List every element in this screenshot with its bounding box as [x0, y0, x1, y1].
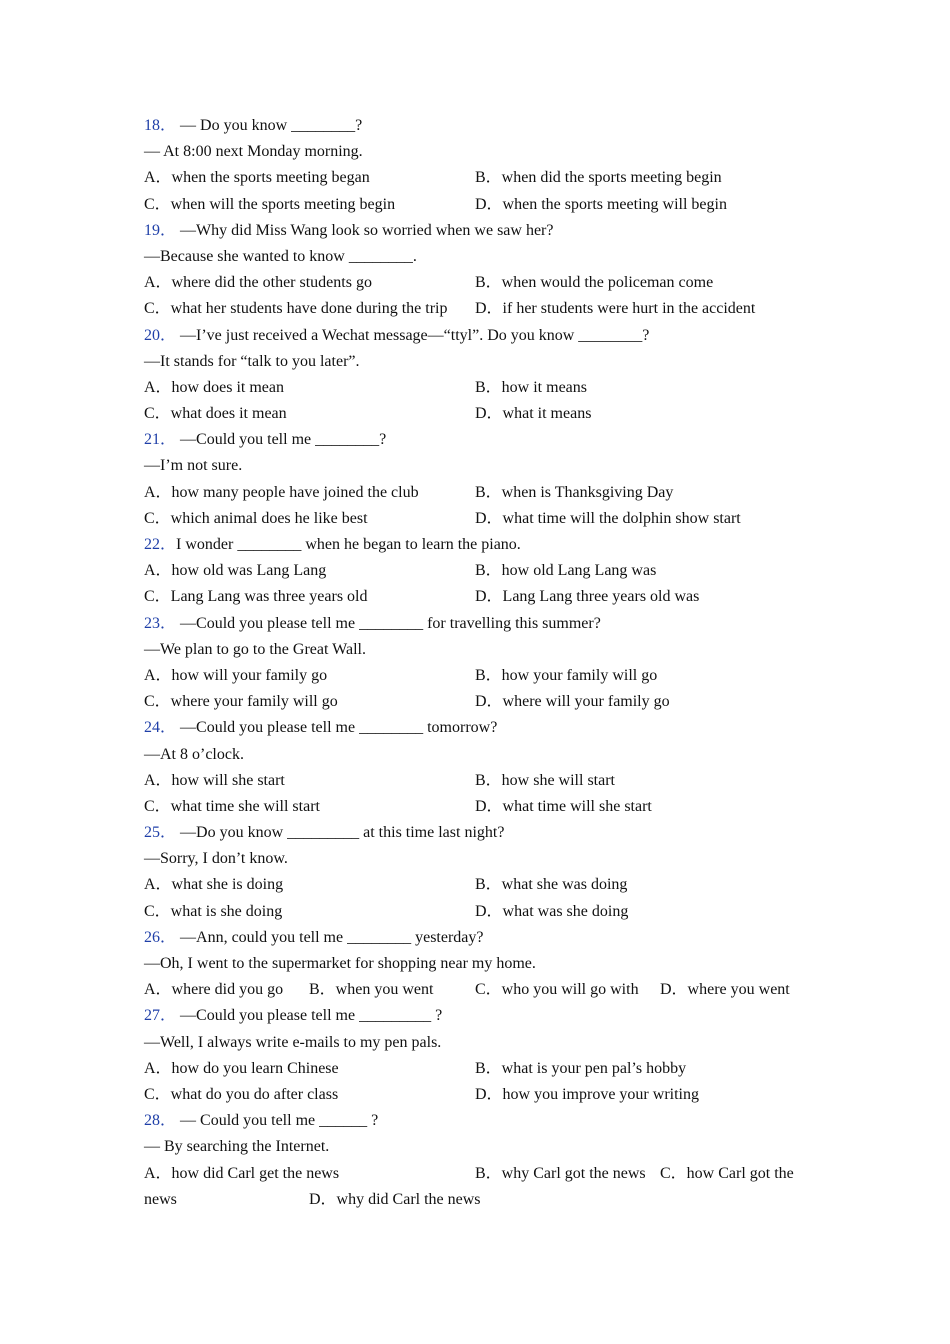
option-a[interactable]: A．how many people have joined the club — [144, 483, 419, 501]
option-b[interactable]: B．what is your pen pal’s hobby — [475, 1059, 687, 1077]
question-19-options-row-1 — [144, 270, 824, 296]
question-number: 27． — [144, 1007, 177, 1025]
option-a[interactable]: A．where did the other students go — [144, 274, 372, 292]
question-number: 25． — [144, 824, 177, 842]
question-28-response: — By searching the Internet. — [144, 1138, 330, 1156]
question-number: 24． — [144, 719, 177, 737]
question-26-response: —Oh, I went to the supermarket for shopping near my home. — [144, 955, 536, 972]
option-c[interactable]: C．what her students have done during the trip — [144, 300, 448, 318]
option-a[interactable]: A．where did you go — [144, 981, 284, 999]
option-d[interactable]: D．what it means — [475, 405, 592, 423]
option-b[interactable]: B．why Carl got the news — [475, 1164, 646, 1182]
question-27-options-row-2 — [144, 1082, 824, 1108]
option-a[interactable]: A．how did Carl get the news — [144, 1164, 340, 1182]
option-b[interactable]: B．what she was doing — [475, 876, 628, 894]
question-24-options-row-1 — [144, 768, 824, 794]
option-d[interactable]: D．what time will she start — [475, 797, 652, 815]
question-sheet — [144, 113, 824, 1213]
question-stem: —Could you please tell me ________ tomorrow? — [176, 719, 498, 737]
question-number: 21． — [144, 431, 177, 449]
question-28-options-row-2 — [144, 1187, 824, 1213]
question-20-options-row-2 — [144, 401, 824, 427]
question-number: 18． — [144, 117, 177, 134]
option-d[interactable]: D．where you went — [660, 981, 790, 999]
question-28-stem — [144, 1108, 824, 1134]
option-a[interactable]: A．how will she start — [144, 771, 285, 789]
question-number: 28． — [144, 1112, 177, 1130]
question-23-options-row-2 — [144, 689, 824, 715]
question-23-response: —We plan to go to the Great Wall. — [144, 640, 366, 658]
question-24-stem — [144, 715, 824, 741]
question-27-options-row-1 — [144, 1056, 824, 1082]
question-stem: —Why did Miss Wang look so worried when we saw her? — [176, 221, 554, 239]
question-22-options-row-2 — [144, 584, 824, 610]
option-d[interactable]: D．why did Carl the news — [309, 1190, 481, 1208]
option-b[interactable]: B．how it means — [475, 378, 587, 396]
option-d[interactable]: D．how you improve your writing — [475, 1085, 699, 1103]
question-19-options-row-2 — [144, 296, 824, 322]
question-stem: —Could you please tell me _________ ? — [176, 1007, 443, 1025]
question-23-options-row-1 — [144, 663, 824, 689]
option-d[interactable]: D．Lang Lang three years old was — [475, 588, 700, 606]
option-c[interactable]: C．Lang Lang was three years old — [144, 588, 368, 606]
question-25-options-row-1 — [144, 872, 824, 898]
option-a[interactable]: A．how will your family go — [144, 666, 328, 684]
question-stem: —Ann, could you tell me ________ yesterday? — [176, 928, 484, 946]
option-c[interactable]: C．what is she doing — [144, 902, 283, 920]
option-a[interactable]: A．what she is doing — [144, 876, 284, 894]
question-20-stem — [144, 323, 824, 349]
question-25-stem — [144, 820, 824, 846]
question-24-response: —At 8 o’clock. — [144, 745, 244, 763]
question-27-stem — [144, 1003, 824, 1029]
option-b[interactable]: B．when is Thanksgiving Day — [475, 483, 674, 501]
option-c[interactable]: C．how Carl got the — [660, 1164, 794, 1182]
question-18-options-row-1 — [144, 165, 824, 191]
question-26-options-row — [144, 977, 824, 1003]
option-c[interactable]: C．when will the sports meeting begin — [144, 195, 396, 213]
option-c[interactable]: C．what time she will start — [144, 797, 320, 815]
question-28-options-row-1 — [144, 1161, 824, 1187]
question-18-options-row-2 — [144, 192, 824, 218]
question-21-options-row-2 — [144, 506, 824, 532]
question-18-response: — At 8:00 next Monday morning. — [144, 143, 363, 161]
question-19-response: —Because she wanted to know ________. — [144, 247, 417, 265]
question-18-stem — [144, 113, 824, 139]
question-24-options-row-2 — [144, 794, 824, 820]
question-stem: — Could you tell me ______ ? — [176, 1112, 379, 1130]
question-number: 22． — [144, 536, 177, 553]
question-stem: —I’ve just received a Wechat message—“ttyl”. Do you know ________? — [176, 326, 650, 344]
option-c[interactable]: C．what do you do after class — [144, 1085, 339, 1103]
question-20-options-row-1 — [144, 375, 824, 401]
question-stem: —Could you please tell me ________ for travelling this summer? — [176, 614, 601, 632]
question-19-stem — [144, 218, 824, 244]
option-c[interactable]: C．what does it mean — [144, 405, 287, 423]
option-b[interactable]: B．how she will start — [475, 771, 615, 789]
option-c[interactable]: C．where your family will go — [144, 693, 338, 711]
option-a[interactable]: A．when the sports meeting began — [144, 169, 370, 187]
option-b[interactable]: B．when you went — [309, 981, 434, 999]
option-a[interactable]: A．how does it mean — [144, 378, 284, 396]
option-c[interactable]: C．who you will go with — [475, 981, 639, 999]
question-stem: —Do you know _________ at this time last night? — [176, 824, 505, 842]
option-b[interactable]: B．how your family will go — [475, 666, 658, 684]
question-number: 23． — [144, 614, 177, 632]
question-27-response: —Well, I always write e-mails to my pen pals. — [144, 1033, 442, 1051]
option-d[interactable]: D．if her students were hurt in the accident — [475, 300, 756, 318]
question-23-stem — [144, 611, 824, 637]
question-stem: I wonder ________ when he began to learn the piano. — [176, 536, 521, 553]
question-25-response: —Sorry, I don’t know. — [144, 850, 288, 868]
question-number: 19． — [144, 221, 177, 239]
question-20-response: —It stands for “talk to you later”. — [144, 352, 360, 370]
question-stem: —Could you tell me ________? — [176, 431, 387, 449]
option-d[interactable]: D．where will your family go — [475, 693, 670, 711]
option-b[interactable]: B．when did the sports meeting begin — [475, 169, 722, 187]
option-a[interactable]: A．how do you learn Chinese — [144, 1059, 339, 1077]
option-c-continued[interactable]: news — [144, 1190, 177, 1208]
option-d[interactable]: D．what time will the dolphin show start — [475, 509, 741, 527]
question-stem: — Do you know ________? — [176, 117, 363, 134]
question-21-stem — [144, 427, 824, 453]
option-b[interactable]: B．how old Lang Lang was — [475, 562, 657, 580]
question-21-response: —I’m not sure. — [144, 457, 243, 475]
question-21-options-row-1 — [144, 480, 824, 506]
question-22-stem — [144, 532, 824, 558]
question-26-stem — [144, 925, 824, 951]
question-25-options-row-2 — [144, 899, 824, 925]
question-number: 26． — [144, 928, 177, 946]
question-number: 20． — [144, 326, 177, 344]
option-a[interactable]: A．how old was Lang Lang — [144, 562, 327, 580]
option-d[interactable]: D．what was she doing — [475, 902, 629, 920]
option-d[interactable]: D．when the sports meeting will begin — [475, 195, 727, 213]
option-b[interactable]: B．when would the policeman come — [475, 274, 714, 292]
question-22-options-row-1 — [144, 558, 824, 584]
option-c[interactable]: C．which animal does he like best — [144, 509, 368, 527]
